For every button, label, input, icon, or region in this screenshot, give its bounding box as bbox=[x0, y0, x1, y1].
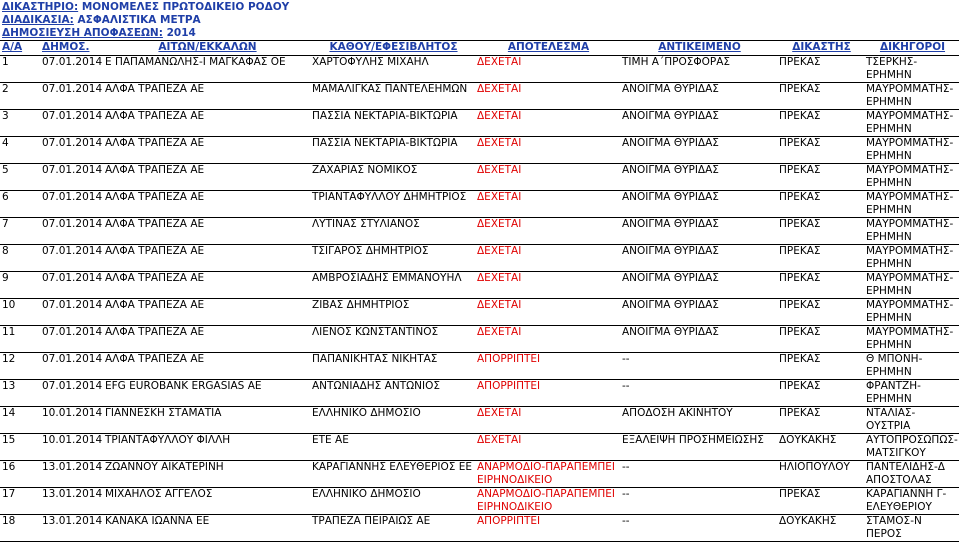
row-number: 4 bbox=[0, 137, 40, 164]
row-judge: ΠΡΕΚΑΣ bbox=[777, 245, 864, 272]
row-result: ΔΕΧΕΤΑΙ bbox=[475, 326, 620, 353]
row-subject: ΑΝΟΙΓΜΑ ΘΥΡΙΔΑΣ bbox=[620, 191, 777, 218]
row-judge: ΠΡΕΚΑΣ bbox=[777, 137, 864, 164]
row-number: 16 bbox=[0, 461, 40, 488]
row-result: ΔΕΧΕΤΑΙ bbox=[475, 218, 620, 245]
col-header-subject: ΑΝΤΙΚΕΙΜΕΝΟ bbox=[620, 41, 777, 56]
row-date: 07.01.2014 bbox=[40, 56, 103, 83]
row-number: 13 bbox=[0, 380, 40, 407]
row-number: 15 bbox=[0, 434, 40, 461]
table-row bbox=[0, 191, 959, 218]
row-number: 17 bbox=[0, 488, 40, 515]
row-subject: ΑΝΟΙΓΜΑ ΘΥΡΙΔΑΣ bbox=[620, 164, 777, 191]
row-date: 13.01.2014 bbox=[40, 488, 103, 515]
row-subject: -- bbox=[620, 353, 777, 380]
row-number: 6 bbox=[0, 191, 40, 218]
row-subject: ΑΝΟΙΓΜΑ ΘΥΡΙΔΑΣ bbox=[620, 83, 777, 110]
row-judge: ΠΡΕΚΑΣ bbox=[777, 83, 864, 110]
row-respondent: ΤΡΙΑΝΤΑΦΥΛΛΟΥ ΔΗΜΗΤΡΙΟΣ bbox=[310, 191, 475, 218]
row-number: 3 bbox=[0, 110, 40, 137]
row-subject: ΑΝΟΙΓΜΑ ΘΥΡΙΔΑΣ bbox=[620, 137, 777, 164]
row-subject: -- bbox=[620, 461, 777, 488]
procedure-line bbox=[2, 13, 201, 27]
publication-year: 2014 bbox=[166, 27, 196, 39]
row-date: 10.01.2014 bbox=[40, 407, 103, 434]
row-applicant: ΑΛΦΑ ΤΡΑΠΕΖΑ ΑΕ bbox=[103, 326, 310, 353]
row-number: 5 bbox=[0, 164, 40, 191]
table-row bbox=[0, 218, 959, 245]
row-result: ΔΕΧΕΤΑΙ bbox=[475, 299, 620, 326]
table-row bbox=[0, 515, 959, 542]
row-applicant: ΤΡΙΑΝΤΑΦΥΛΛΟΥ ΦΙΛΛΗ bbox=[103, 434, 310, 461]
row-lawyers: Θ ΜΠΟΝΗ-ΕΡΗΜΗΝ bbox=[864, 353, 959, 380]
table-row bbox=[0, 434, 959, 461]
row-number: 18 bbox=[0, 515, 40, 542]
row-respondent: ΚΑΡΑΓΙΑΝΝΗΣ ΕΛΕΥΘΕΡΙΟΣ ΕΕ bbox=[310, 461, 475, 488]
row-date: 07.01.2014 bbox=[40, 137, 103, 164]
row-judge: ΠΡΕΚΑΣ bbox=[777, 326, 864, 353]
court-name: ΜΟΝΟΜΕΛΕΣ ΠΡΩΤΟΔΙΚΕΙΟ ΡΟΔΟΥ bbox=[81, 1, 290, 13]
row-date: 07.01.2014 bbox=[40, 191, 103, 218]
row-subject: ΑΝΟΙΓΜΑ ΘΥΡΙΔΑΣ bbox=[620, 272, 777, 299]
table-row bbox=[0, 353, 959, 380]
row-number: 14 bbox=[0, 407, 40, 434]
row-respondent: ΠΑΠΑΝΙΚΗΤΑΣ ΝΙΚΗΤΑΣ bbox=[310, 353, 475, 380]
row-applicant: ΑΛΦΑ ΤΡΑΠΕΖΑ ΑΕ bbox=[103, 110, 310, 137]
row-judge: ΠΡΕΚΑΣ bbox=[777, 110, 864, 137]
row-date: 07.01.2014 bbox=[40, 380, 103, 407]
row-judge: ΠΡΕΚΑΣ bbox=[777, 56, 864, 83]
table-row bbox=[0, 83, 959, 110]
row-lawyers: ΚΑΡΑΓΙΑΝΝΗ Γ-ΕΛΕΥΘΕΡΙΟΥ bbox=[864, 488, 959, 515]
row-applicant: ΑΛΦΑ ΤΡΑΠΕΖΑ ΑΕ bbox=[103, 137, 310, 164]
row-result: ΔΕΧΕΤΑΙ bbox=[475, 191, 620, 218]
row-judge: ΠΡΕΚΑΣ bbox=[777, 407, 864, 434]
row-subject: ΤΙΜΗ Α΄ΠΡΟΣΦΟΡΑΣ bbox=[620, 56, 777, 83]
row-applicant: ΑΛΦΑ ΤΡΑΠΕΖΑ ΑΕ bbox=[103, 272, 310, 299]
table-row bbox=[0, 164, 959, 191]
table-row bbox=[0, 245, 959, 272]
row-lawyers: ΜΑΥΡΟΜΜΑΤΗΣ-ΕΡΗΜΗΝ bbox=[864, 191, 959, 218]
table-row bbox=[0, 380, 959, 407]
row-result: ΔΕΧΕΤΑΙ bbox=[475, 137, 620, 164]
row-applicant: ΑΛΦΑ ΤΡΑΠΕΖΑ ΑΕ bbox=[103, 164, 310, 191]
row-date: 07.01.2014 bbox=[40, 218, 103, 245]
row-respondent: ΠΑΣΣΙΑ ΝΕΚΤΑΡΙΑ-ΒΙΚΤΩΡΙΑ bbox=[310, 137, 475, 164]
row-number: 8 bbox=[0, 245, 40, 272]
row-applicant: ΑΛΦΑ ΤΡΑΠΕΖΑ ΑΕ bbox=[103, 299, 310, 326]
row-lawyers: ΑΥΤΟΠΡΟΣΩΠΩΣ-ΜΑΤΣΙΓΚΟΥ bbox=[866, 434, 958, 459]
row-date: 07.01.2014 bbox=[40, 353, 103, 380]
col-header-judge: ΔΙΚΑΣΤΗΣ bbox=[777, 41, 864, 56]
decisions-table bbox=[0, 40, 959, 542]
row-result: ΔΕΧΕΤΑΙ bbox=[475, 272, 620, 299]
row-result: ΔΕΧΕΤΑΙ bbox=[475, 164, 620, 191]
row-respondent: ΛΙΕΝΟΣ ΚΩΝΣΤΑΝΤΙΝΟΣ bbox=[310, 326, 475, 353]
row-respondent: ΕΤΕ ΑΕ bbox=[310, 434, 475, 461]
row-result: ΑΠΟΡΡΙΠΤΕΙ bbox=[475, 515, 620, 542]
row-lawyers: ΜΑΥΡΟΜΜΑΤΗΣ-ΕΡΗΜΗΝ bbox=[864, 245, 959, 272]
row-result: ΔΕΧΕΤΑΙ bbox=[475, 110, 620, 137]
row-judge: ΠΡΕΚΑΣ bbox=[777, 299, 864, 326]
row-result: ΑΝΑΡΜΟΔΙΟ-ΠΑΡΑΠΕΜΠΕΙ ΕΙΡΗΝΟΔΙΚΕΙΟ bbox=[475, 461, 620, 488]
row-subject: ΕΞΑΛΕΙΨΗ ΠΡΟΣΗΜΕΙΩΣΗΣ bbox=[620, 434, 777, 461]
col-header-result: ΑΠΟΤΕΛΕΣΜΑ bbox=[475, 41, 620, 56]
row-lawyers: ΜΑΥΡΟΜΜΑΤΗΣ-ΕΡΗΜΗΝ bbox=[864, 218, 959, 245]
row-respondent: ΛΥΤΙΝΑΣ ΣΤΥΛΙΑΝΟΣ bbox=[310, 218, 475, 245]
row-respondent: ΠΑΣΣΙΑ ΝΕΚΤΑΡΙΑ-ΒΙΚΤΩΡΙΑ bbox=[310, 110, 475, 137]
row-judge: ΔΟΥΚΑΚΗΣ bbox=[777, 515, 864, 542]
row-respondent: ΕΛΛΗΝΙΚΟ ΔΗΜΟΣΙΟ bbox=[310, 488, 475, 515]
row-applicant: ΑΛΦΑ ΤΡΑΠΕΖΑ ΑΕ bbox=[103, 191, 310, 218]
row-judge: ΠΡΕΚΑΣ bbox=[777, 164, 864, 191]
row-judge: ΠΡΕΚΑΣ bbox=[777, 218, 864, 245]
table-row bbox=[0, 461, 959, 488]
row-subject: -- bbox=[620, 380, 777, 407]
row-lawyers: ΜΑΥΡΟΜΜΑΤΗΣ-ΕΡΗΜΗΝ bbox=[864, 83, 959, 110]
row-applicant: ΑΛΦΑ ΤΡΑΠΕΖΑ ΑΕ bbox=[103, 353, 310, 380]
row-lawyers: ΜΑΥΡΟΜΜΑΤΗΣ-ΕΡΗΜΗΝ bbox=[864, 137, 959, 164]
row-date: 07.01.2014 bbox=[40, 164, 103, 191]
row-subject: ΑΝΟΙΓΜΑ ΘΥΡΙΔΑΣ bbox=[620, 245, 777, 272]
publication-label: ΔΗΜΟΣΙΕΥΣΗ ΑΠΟΦΑΣΕΩΝ: bbox=[2, 27, 163, 39]
row-judge: ΠΡΕΚΑΣ bbox=[777, 488, 864, 515]
row-date: 07.01.2014 bbox=[40, 326, 103, 353]
row-judge: ΠΡΕΚΑΣ bbox=[777, 380, 864, 407]
col-header-lawyers: ΔΙΚΗΓΟΡΟΙ bbox=[864, 41, 959, 56]
row-applicant: ΚΑΝΑΚΑ ΙΩΑΝΝΑ ΕΕ bbox=[103, 515, 310, 542]
row-subject: ΑΝΟΙΓΜΑ ΘΥΡΙΔΑΣ bbox=[620, 299, 777, 326]
row-applicant: ΑΛΦΑ ΤΡΑΠΕΖΑ ΑΕ bbox=[103, 83, 310, 110]
row-number: 7 bbox=[0, 218, 40, 245]
table-row bbox=[0, 326, 959, 353]
row-result: ΔΕΧΕΤΑΙ bbox=[475, 245, 620, 272]
row-date: 07.01.2014 bbox=[40, 245, 103, 272]
row-lawyers: ΜΑΥΡΟΜΜΑΤΗΣ-ΕΡΗΜΗΝ bbox=[864, 326, 959, 353]
table-row bbox=[0, 488, 959, 515]
row-lawyers: ΜΑΥΡΟΜΜΑΤΗΣ-ΕΡΗΜΗΝ bbox=[864, 272, 959, 299]
row-number: 12 bbox=[0, 353, 40, 380]
row-number: 2 bbox=[0, 83, 40, 110]
row-respondent: ΧΑΡΤΟΦΥΛΗΣ ΜΙΧΑΗΛ bbox=[310, 56, 475, 83]
row-number: 9 bbox=[0, 272, 40, 299]
row-lawyers: ΤΣΕΡΚΗΣ-ΕΡΗΜΗΝ bbox=[864, 56, 959, 83]
table-row bbox=[0, 56, 959, 83]
row-result: ΑΠΟΡΡΙΠΤΕΙ bbox=[475, 353, 620, 380]
row-subject: ΑΠΟΔΟΣΗ ΑΚΙΝΗΤΟΥ bbox=[620, 407, 777, 434]
col-header-date: ΔΗΜΟΣ. bbox=[40, 41, 103, 56]
row-date: 13.01.2014 bbox=[40, 515, 103, 542]
row-lawyers: ΜΑΥΡΟΜΜΑΤΗΣ-ΕΡΗΜΗΝ bbox=[864, 164, 959, 191]
row-date: 13.01.2014 bbox=[40, 461, 103, 488]
table-row bbox=[0, 137, 959, 164]
col-header-respondent: ΚΑΘΟΥ/ΕΦΕΣΙΒΛΗΤΟΣ bbox=[310, 41, 475, 56]
row-applicant: ΓΙΑΝΝΕΣΚΗ ΣΤΑΜΑΤΙΑ bbox=[103, 407, 310, 434]
row-subject: -- bbox=[620, 488, 777, 515]
row-date: 07.01.2014 bbox=[40, 110, 103, 137]
row-result: ΑΝΑΡΜΟΔΙΟ-ΠΑΡΑΠΕΜΠΕΙ ΕΙΡΗΝΟΔΙΚΕΙΟ bbox=[475, 488, 620, 515]
row-respondent: ΤΡΑΠΕΖΑ ΠΕΙΡΑΙΩΣ ΑΕ bbox=[310, 515, 475, 542]
court-label: ΔΙΚΑΣΤΗΡΙΟ: bbox=[2, 1, 79, 13]
row-applicant: ΑΛΦΑ ΤΡΑΠΕΖΑ ΑΕ bbox=[103, 218, 310, 245]
publication-line bbox=[2, 26, 196, 40]
row-number: 10 bbox=[0, 299, 40, 326]
row-respondent: ΑΝΤΩΝΙΑΔΗΣ ΑΝΤΩΝΙΟΣ bbox=[310, 380, 475, 407]
row-judge: ΠΡΕΚΑΣ bbox=[777, 272, 864, 299]
row-date: 10.01.2014 bbox=[40, 434, 103, 461]
court-line bbox=[2, 0, 289, 14]
row-applicant: EFG EUROBANK ERGASIAS AE bbox=[103, 380, 310, 407]
row-subject: ΑΝΟΙΓΜΑ ΘΥΡΙΔΑΣ bbox=[620, 218, 777, 245]
row-judge: ΗΛΙΟΠΟΥΛΟΥ bbox=[777, 461, 864, 488]
row-result: ΔΕΧΕΤΑΙ bbox=[475, 407, 620, 434]
table-row bbox=[0, 407, 959, 434]
row-applicant: ΖΩΑΝΝΟΥ ΑΙΚΑΤΕΡΙΝΗ bbox=[103, 461, 310, 488]
procedure-name: ΑΣΦΑΛΙΣΤΙΚΑ ΜΕΤΡΑ bbox=[77, 14, 201, 26]
row-subject: ΑΝΟΙΓΜΑ ΘΥΡΙΔΑΣ bbox=[620, 110, 777, 137]
row-respondent: ΑΜΒΡΟΣΙΑΔΗΣ ΕΜΜΑΝΟΥΗΛ bbox=[310, 272, 475, 299]
row-result: ΑΠΟΡΡΙΠΤΕΙ bbox=[475, 380, 620, 407]
row-applicant: ΑΛΦΑ ΤΡΑΠΕΖΑ ΑΕ bbox=[103, 245, 310, 272]
row-subject: -- bbox=[620, 515, 777, 542]
row-respondent: ΕΛΛΗΝΙΚΟ ΔΗΜΟΣΙΟ bbox=[310, 407, 475, 434]
table-row bbox=[0, 110, 959, 137]
row-applicant: Ε ΠΑΠΑΜΑΝΩΛΗΣ-Ι ΜΑΓΚΑΦΑΣ ΟΕ bbox=[103, 56, 310, 83]
row-respondent: ΜΑΜΑΛΙΓΚΑΣ ΠΑΝΤΕΛΕΗΜΩΝ bbox=[310, 83, 475, 110]
table-header-row bbox=[0, 41, 959, 56]
col-header-applicant: ΑΙΤΩΝ/ΕΚΚΑΛΩΝ bbox=[103, 41, 310, 56]
row-lawyers: ΠΑΝΤΕΛΙΔΗΣ-Δ ΑΠΟΣΤΟΛΑΣ bbox=[864, 461, 959, 488]
row-date: 07.01.2014 bbox=[40, 299, 103, 326]
row-lawyers: ΝΤΑΛΙΑΣ-ΟΥΣΤΡΙΑ bbox=[864, 407, 959, 434]
row-judge: ΠΡΕΚΑΣ bbox=[777, 191, 864, 218]
row-result: ΔΕΧΕΤΑΙ bbox=[475, 83, 620, 110]
row-date: 07.01.2014 bbox=[40, 83, 103, 110]
row-respondent: ΖΑΧΑΡΙΑΣ ΝΟΜΙΚΟΣ bbox=[310, 164, 475, 191]
table-row bbox=[0, 299, 959, 326]
row-judge: ΔΟΥΚΑΚΗΣ bbox=[777, 434, 864, 461]
row-applicant: ΜΙΧΑΗΛΟΣ ΑΓΓΕΛΟΣ bbox=[103, 488, 310, 515]
row-result: ΔΕΧΕΤΑΙ bbox=[475, 56, 620, 83]
procedure-label: ΔΙΑΔΙΚΑΣΙΑ: bbox=[2, 14, 74, 26]
row-lawyers: ΦΡΑΝΤΖΗ-ΕΡΗΜΗΝ bbox=[864, 380, 959, 407]
row-respondent: ΖΙΒΑΣ ΔΗΜΗΤΡΙΟΣ bbox=[310, 299, 475, 326]
row-date: 07.01.2014 bbox=[40, 272, 103, 299]
table-row bbox=[0, 272, 959, 299]
row-result: ΔΕΧΕΤΑΙ bbox=[475, 434, 620, 461]
row-respondent: ΤΣΙΓΑΡΟΣ ΔΗΜΗΤΡΙΟΣ bbox=[310, 245, 475, 272]
row-judge: ΠΡΕΚΑΣ bbox=[777, 353, 864, 380]
row-lawyers: ΜΑΥΡΟΜΜΑΤΗΣ-ΕΡΗΜΗΝ bbox=[864, 299, 959, 326]
row-number: 11 bbox=[0, 326, 40, 353]
col-header-number: Α/Α bbox=[0, 41, 40, 56]
row-subject: ΑΝΟΙΓΜΑ ΘΥΡΙΔΑΣ bbox=[620, 326, 777, 353]
row-lawyers: ΣΤΑΜΟΣ-Ν ΠΕΡΟΣ bbox=[864, 515, 959, 542]
row-number: 1 bbox=[0, 56, 40, 83]
row-lawyers: ΜΑΥΡΟΜΜΑΤΗΣ-ΕΡΗΜΗΝ bbox=[864, 110, 959, 137]
